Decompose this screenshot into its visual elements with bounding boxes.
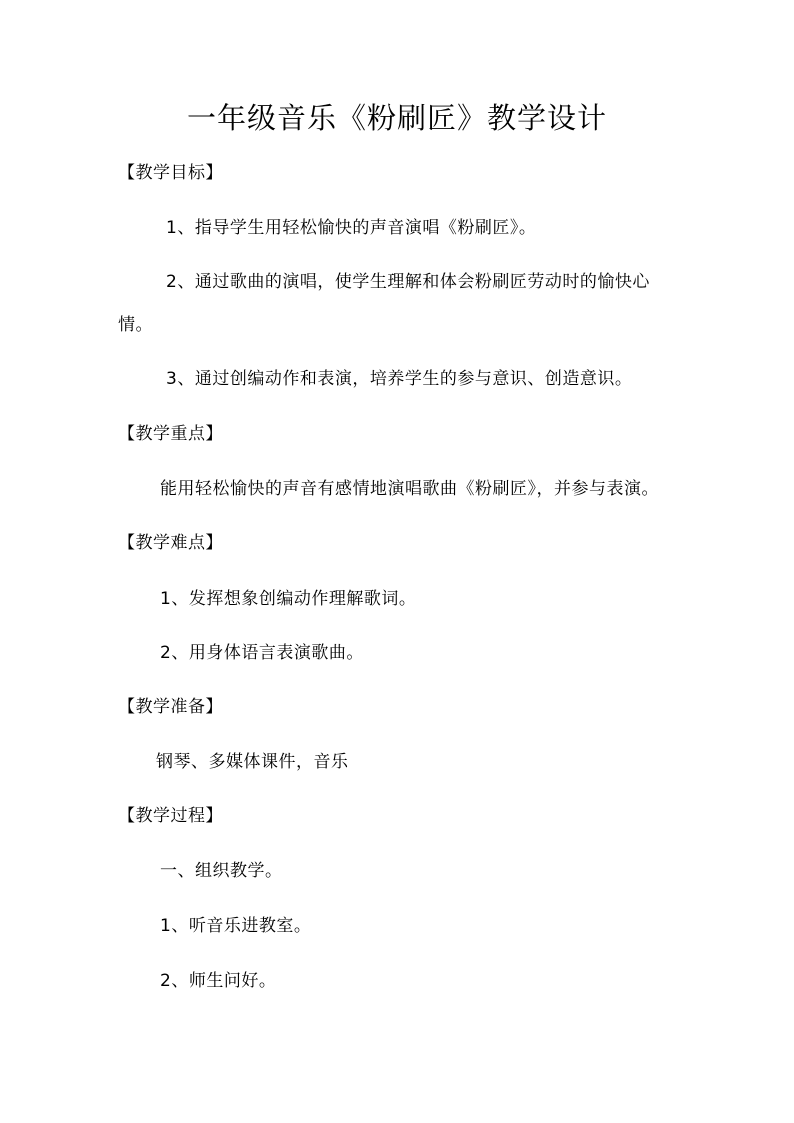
objective-item-2: 2、通过歌曲的演唱，使学生理解和体会粉刷匠劳动时的愉快心 <box>166 272 650 292</box>
objective-item-3: 3、通过创编动作和表演，培养学生的参与意识、创造意识。 <box>166 369 633 389</box>
difficulty-item-2: 2、用身体语言表演歌曲。 <box>160 643 364 663</box>
section-heading-process: 【教学过程】 <box>118 806 223 826</box>
preparation-text: 钢琴、多媒体课件，音乐 <box>156 752 349 772</box>
process-item-organize: 一、组织教学。 <box>160 861 283 881</box>
process-item-2: 2、师生问好。 <box>160 971 277 991</box>
objective-item-2-continued: 情。 <box>118 315 153 335</box>
key-point-text: 能用轻松愉快的声音有感情地演唱歌曲《粉刷匠》，并参与表演。 <box>160 479 659 499</box>
difficulty-item-1: 1、发挥想象创编动作理解歌词。 <box>160 589 417 609</box>
section-heading-difficulties: 【教学难点】 <box>118 533 223 553</box>
section-heading-objectives: 【教学目标】 <box>118 163 223 183</box>
section-heading-key-points: 【教学重点】 <box>118 424 223 444</box>
process-item-1: 1、听音乐进教室。 <box>160 916 312 936</box>
objective-item-1: 1、指导学生用轻松愉快的声音演唱《粉刷匠》。 <box>166 218 537 238</box>
section-heading-preparation: 【教学准备】 <box>118 697 223 717</box>
document-title: 一年级音乐《粉刷匠》教学设计 <box>186 101 607 135</box>
